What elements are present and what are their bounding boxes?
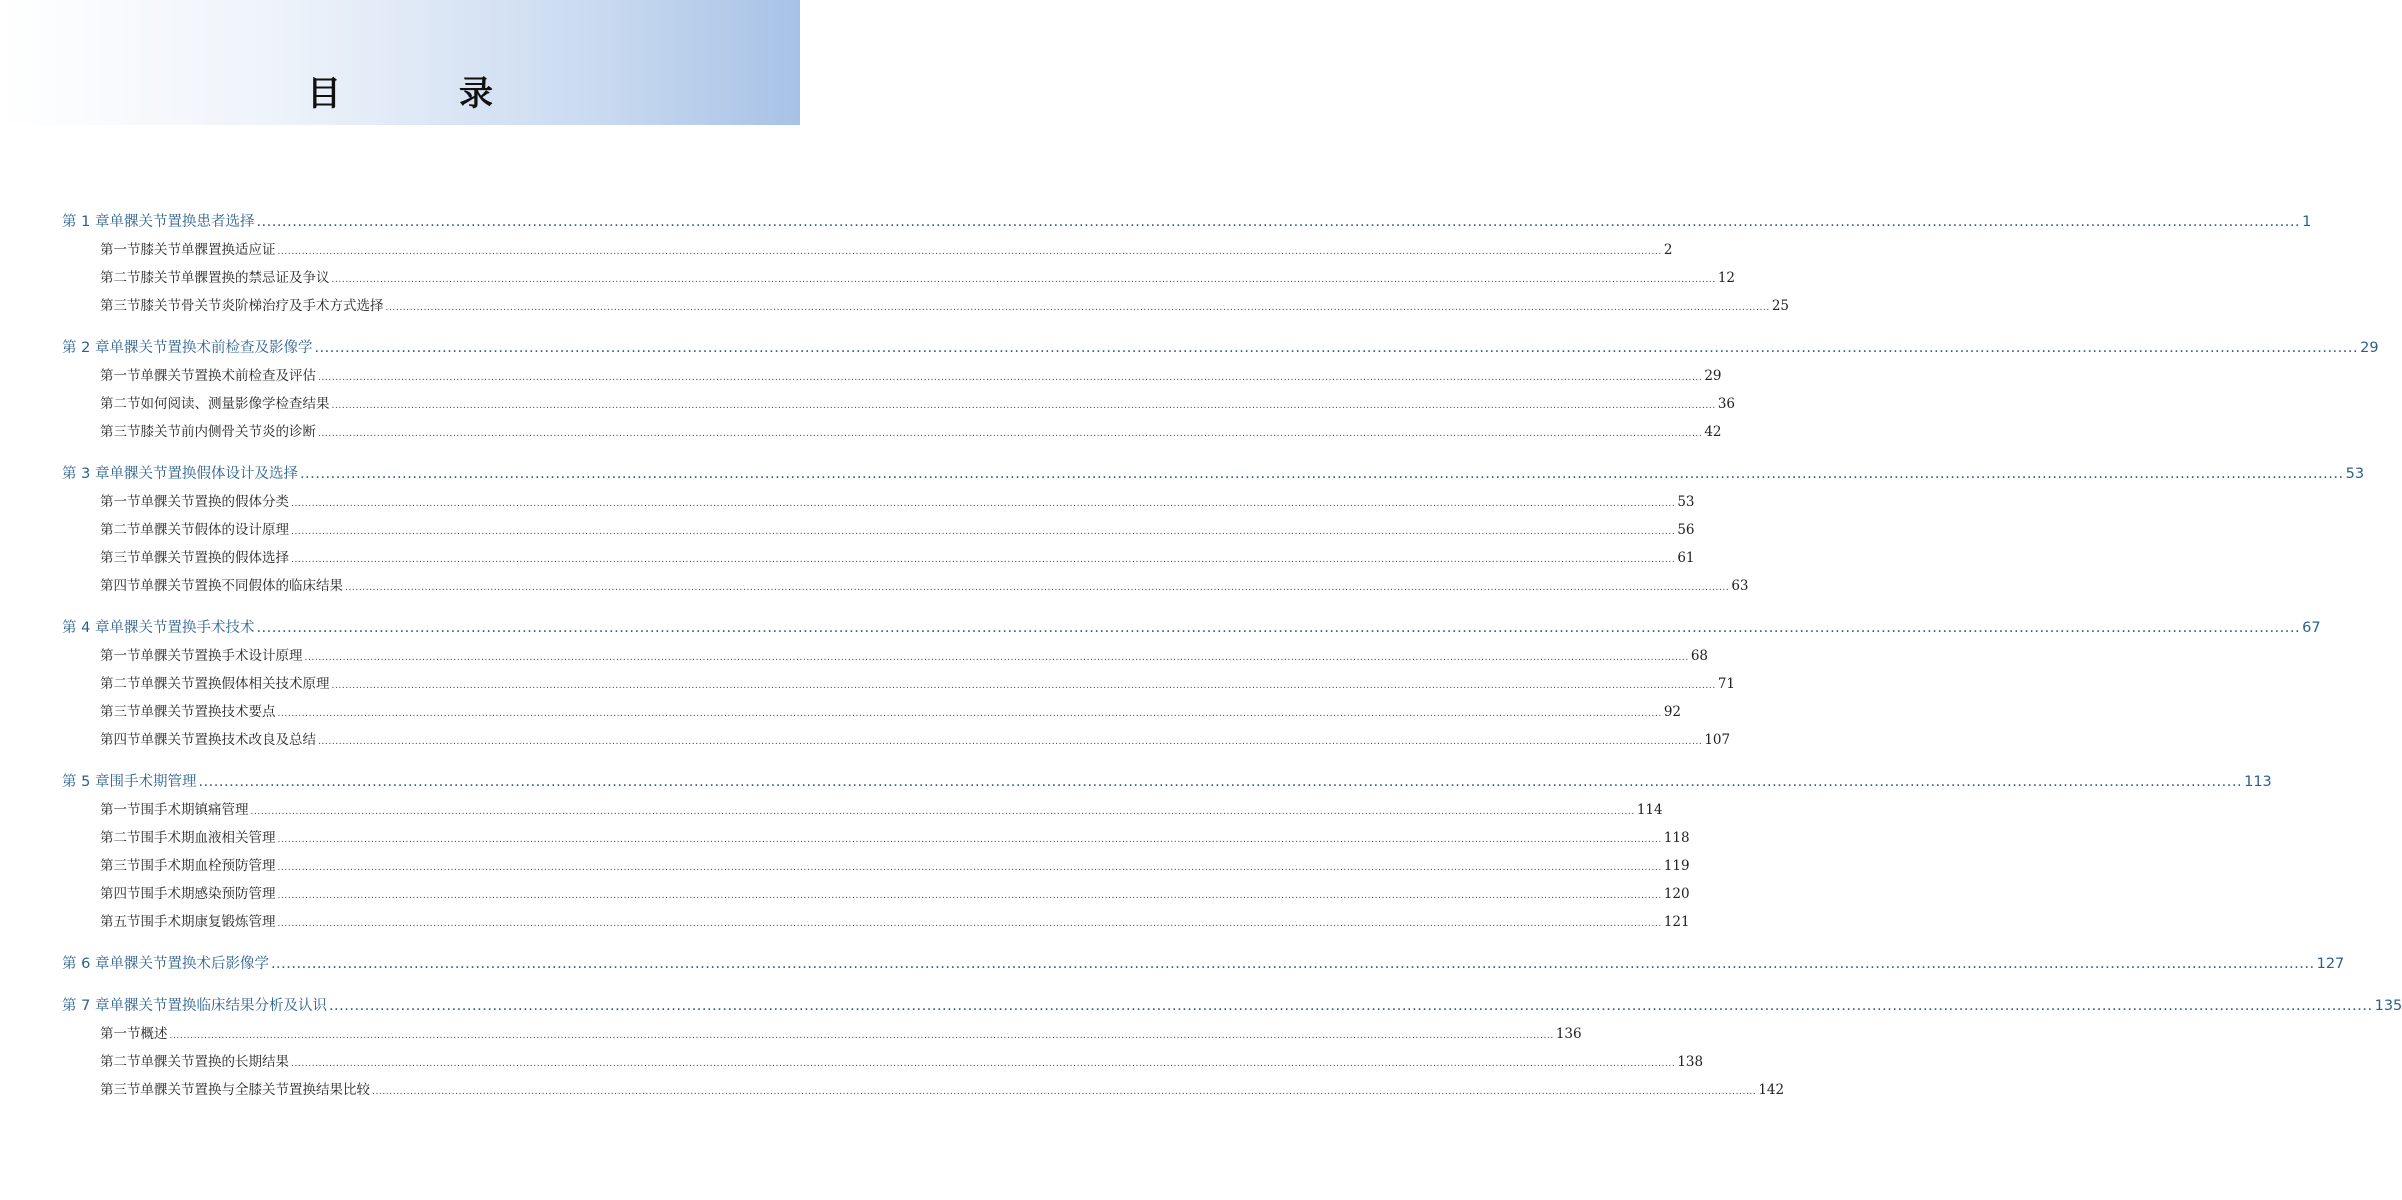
chapter-entry[interactable] [0,992,2402,1020]
dot-leader: ................................................................................................................................................................................................................................................................................................................................................................................................................ [169,1031,1554,1041]
section-entry[interactable] [0,796,1663,824]
chapter-entry[interactable] [0,208,2312,236]
section-entry-title: 膝关节前内侧骨关节炎的诊断 [140,424,316,440]
chapter-entry-page-number: 1 [2302,214,2312,230]
chapter-entry[interactable] [0,614,2321,642]
section-entry-page-number: 120 [1663,886,1690,902]
section-entry-title: 围手术期血栓预防管理 [140,858,276,874]
section-entry-page-number: 53 [1677,494,1695,510]
section-entry-title: 单髁关节置换技术要点 [140,704,276,720]
section-entry-number: 第五节 [100,914,141,930]
section-entry-page-number: 121 [1663,914,1690,930]
section-entry-page-number: 114 [1636,802,1663,818]
section-entry-page-number: 2 [1663,242,1673,258]
section-entry-page-number: 118 [1663,830,1690,846]
page-title: 目 录 [307,74,535,114]
section-entry-title: 单髁关节置换的长期结果 [140,1054,289,1070]
chapter-entry-number: 第 2 章 [62,340,110,356]
section-entry[interactable] [0,908,1690,936]
dot-leader: ................................................................................................................................................................................................................................................................................................................................................................................................................ [277,891,1662,901]
dot-leader: ................................................................................................................................................................................................................................................................................................................................................................................................................ [277,863,1662,873]
chapter-entry-title: 单髁关节置换患者选择 [109,214,255,230]
chapter-entry-number: 第 3 章 [62,466,110,482]
chapter-entry-number: 第 7 章 [62,998,110,1014]
section-entry-number: 第一节 [100,648,141,664]
section-entry-page-number: 25 [1771,298,1790,314]
section-entry[interactable] [0,880,1690,908]
section-entry-title: 单髁关节置换的假体选择 [140,550,289,566]
section-entry[interactable] [0,516,1695,544]
section-entry[interactable] [0,1076,1785,1104]
chapter-block [0,614,2321,754]
section-entry-title: 单髁关节假体的设计原理 [140,522,289,538]
chapter-entry-page-number: 53 [2345,466,2365,482]
section-entry-title: 单髁关节置换不同假体的临床结果 [140,578,343,594]
section-entry-page-number: 56 [1677,522,1695,538]
chapter-entry-number: 第 1 章 [62,214,110,230]
section-entry[interactable] [0,544,1695,572]
section-entry-number: 第三节 [100,704,141,720]
chapter-entry-page-number: 113 [2244,774,2272,790]
dot-leader: ................................................................................................................................................................................................................................................................................................................................................................................................................ [328,998,2373,1014]
section-entry-page-number: 29 [1704,368,1722,384]
section-entry-number: 第三节 [100,858,141,874]
chapter-entry[interactable] [0,334,2379,362]
dot-leader: ................................................................................................................................................................................................................................................................................................................................................................................................................ [277,247,1662,257]
section-entry-page-number: 68 [1690,648,1709,664]
section-entry-page-number: 36 [1717,396,1736,412]
section-entry-page-number: 107 [1704,732,1731,748]
section-entry-title: 围手术期康复锻炼管理 [140,914,276,930]
dot-leader: ................................................................................................................................................................................................................................................................................................................................................................................................................ [318,429,1703,439]
dot-leader: ................................................................................................................................................................................................................................................................................................................................................................................................................ [299,466,2344,482]
dot-leader: ................................................................................................................................................................................................................................................................................................................................................................................................................ [331,681,1716,691]
chapter-entry[interactable] [0,768,2272,796]
dot-leader: ................................................................................................................................................................................................................................................................................................................................................................................................................ [256,620,2301,636]
chapter-entry[interactable] [0,460,2365,488]
section-entry[interactable] [0,670,1736,698]
section-entry[interactable] [0,726,1731,754]
chapter-entry[interactable] [0,950,2345,978]
chapter-entry-number: 第 4 章 [62,620,110,636]
section-entry-page-number: 42 [1704,424,1722,440]
section-entry[interactable] [0,698,1682,726]
section-entry-title: 围手术期感染预防管理 [140,886,276,902]
dot-leader: ................................................................................................................................................................................................................................................................................................................................................................................................................ [291,1059,1676,1069]
chapter-entry-title: 围手术期管理 [109,774,197,790]
chapter-block [0,334,2379,446]
chapter-entry-number: 第 6 章 [62,956,110,972]
section-entry-title: 单髁关节置换术前检查及评估 [140,368,316,384]
chapter-block [0,950,2345,978]
section-entry-number: 第二节 [100,1054,141,1070]
dot-leader: ................................................................................................................................................................................................................................................................................................................................................................................................................ [314,340,2359,356]
section-entry-number: 第四节 [100,886,141,902]
section-entry-page-number: 92 [1663,704,1682,720]
section-entry[interactable] [0,264,1736,292]
dot-leader: ................................................................................................................................................................................................................................................................................................................................................................................................................ [277,835,1662,845]
dot-leader: ................................................................................................................................................................................................................................................................................................................................................................................................................ [318,373,1703,383]
section-entry-title: 单髁关节置换的假体分类 [140,494,289,510]
dot-leader: ................................................................................................................................................................................................................................................................................................................................................................................................................ [318,737,1703,747]
chapter-entry-number: 第 5 章 [62,774,110,790]
section-entry-number: 第一节 [100,802,141,818]
section-entry-title: 单髁关节置换技术改良及总结 [140,732,316,748]
section-entry-page-number: 136 [1555,1026,1582,1042]
chapter-block [0,768,2272,936]
section-entry[interactable] [0,852,1690,880]
chapter-entry-page-number: 127 [2316,956,2345,972]
section-entry[interactable] [0,1020,1582,1048]
section-entry-title: 单髁关节置换与全膝关节置换结果比较 [140,1082,370,1098]
chapter-entry-title: 单髁关节置换手术技术 [109,620,255,636]
dot-leader: ................................................................................................................................................................................................................................................................................................................................................................................................................ [250,807,1635,817]
dot-leader: ................................................................................................................................................................................................................................................................................................................................................................................................................ [331,275,1716,285]
section-entry[interactable] [0,1048,1704,1076]
section-entry[interactable] [0,390,1736,418]
section-entry-number: 第一节 [100,1026,141,1042]
dot-leader: ................................................................................................................................................................................................................................................................................................................................................................................................................ [198,774,2243,790]
section-entry-number: 第三节 [100,298,141,314]
section-entry[interactable] [0,418,1722,446]
section-entry-number: 第一节 [100,368,141,384]
dot-leader: ................................................................................................................................................................................................................................................................................................................................................................................................................ [256,214,2301,230]
section-entry-number: 第三节 [100,550,141,566]
section-entry-number: 第四节 [100,578,141,594]
chapter-entry-title: 单髁关节置换临床结果分析及认识 [109,998,327,1014]
chapter-entry-title: 单髁关节置换术后影像学 [109,956,269,972]
section-entry-title: 膝关节单髁置换适应证 [140,242,276,258]
section-entry-number: 第二节 [100,830,141,846]
section-entry-title: 膝关节骨关节炎阶梯治疗及手术方式选择 [140,298,384,314]
section-entry-number: 第二节 [100,676,141,692]
section-entry-title: 如何阅读、测量影像学检查结果 [140,396,330,412]
section-entry-number: 第二节 [100,270,141,286]
dot-leader: ................................................................................................................................................................................................................................................................................................................................................................................................................ [291,499,1676,509]
section-entry[interactable] [0,236,1673,264]
section-entry-page-number: 119 [1663,858,1690,874]
section-entry-page-number: 63 [1731,578,1749,594]
section-entry-page-number: 142 [1758,1082,1785,1098]
dot-leader: ................................................................................................................................................................................................................................................................................................................................................................................................................ [345,583,1730,593]
section-entry-page-number: 138 [1677,1054,1704,1070]
section-entry-page-number: 71 [1717,676,1736,692]
section-entry-title: 单髁关节置换手术设计原理 [140,648,303,664]
dot-leader: ................................................................................................................................................................................................................................................................................................................................................................................................................ [291,527,1676,537]
section-entry-number: 第二节 [100,522,141,538]
dot-leader: ................................................................................................................................................................................................................................................................................................................................................................................................................ [270,956,2315,972]
dot-leader: ................................................................................................................................................................................................................................................................................................................................................................................................................ [277,709,1662,719]
section-entry-title: 概述 [140,1026,168,1042]
chapter-entry-page-number: 29 [2360,340,2379,356]
section-entry-number: 第三节 [100,424,141,440]
dot-leader: ................................................................................................................................................................................................................................................................................................................................................................................................................ [372,1087,1757,1097]
table-of-contents [0,208,2402,1118]
section-entry[interactable] [0,824,1690,852]
chapter-entry-title: 单髁关节置换术前检查及影像学 [109,340,313,356]
section-entry[interactable] [0,642,1709,670]
section-entry[interactable] [0,292,1790,320]
section-entry-number: 第一节 [100,494,141,510]
section-entry-page-number: 12 [1717,270,1736,286]
chapter-block [0,208,2312,320]
chapter-block [0,460,2365,600]
section-entry-number: 第四节 [100,732,141,748]
dot-leader: ................................................................................................................................................................................................................................................................................................................................................................................................................ [277,919,1662,929]
section-entry-title: 单髁关节置换假体相关技术原理 [140,676,330,692]
section-entry-number: 第三节 [100,1082,141,1098]
dot-leader: ................................................................................................................................................................................................................................................................................................................................................................................................................ [291,555,1676,565]
chapter-entry-title: 单髁关节置换假体设计及选择 [109,466,298,482]
section-entry-page-number: 61 [1677,550,1695,566]
chapter-block [0,992,2402,1104]
chapter-entry-page-number: 135 [2374,998,2402,1014]
section-entry-title: 围手术期镇痛管理 [140,802,249,818]
dot-leader: ................................................................................................................................................................................................................................................................................................................................................................................................................ [385,303,1770,313]
section-entry[interactable] [0,362,1722,390]
dot-leader: ................................................................................................................................................................................................................................................................................................................................................................................................................ [304,653,1689,663]
section-entry-number: 第二节 [100,396,141,412]
dot-leader: ................................................................................................................................................................................................................................................................................................................................................................................................................ [331,401,1716,411]
section-entry[interactable] [0,488,1695,516]
section-entry-title: 围手术期血液相关管理 [140,830,276,846]
chapter-entry-page-number: 67 [2302,620,2321,636]
section-entry-number: 第一节 [100,242,141,258]
section-entry-title: 膝关节单髁置换的禁忌证及争议 [140,270,330,286]
section-entry[interactable] [0,572,1749,600]
